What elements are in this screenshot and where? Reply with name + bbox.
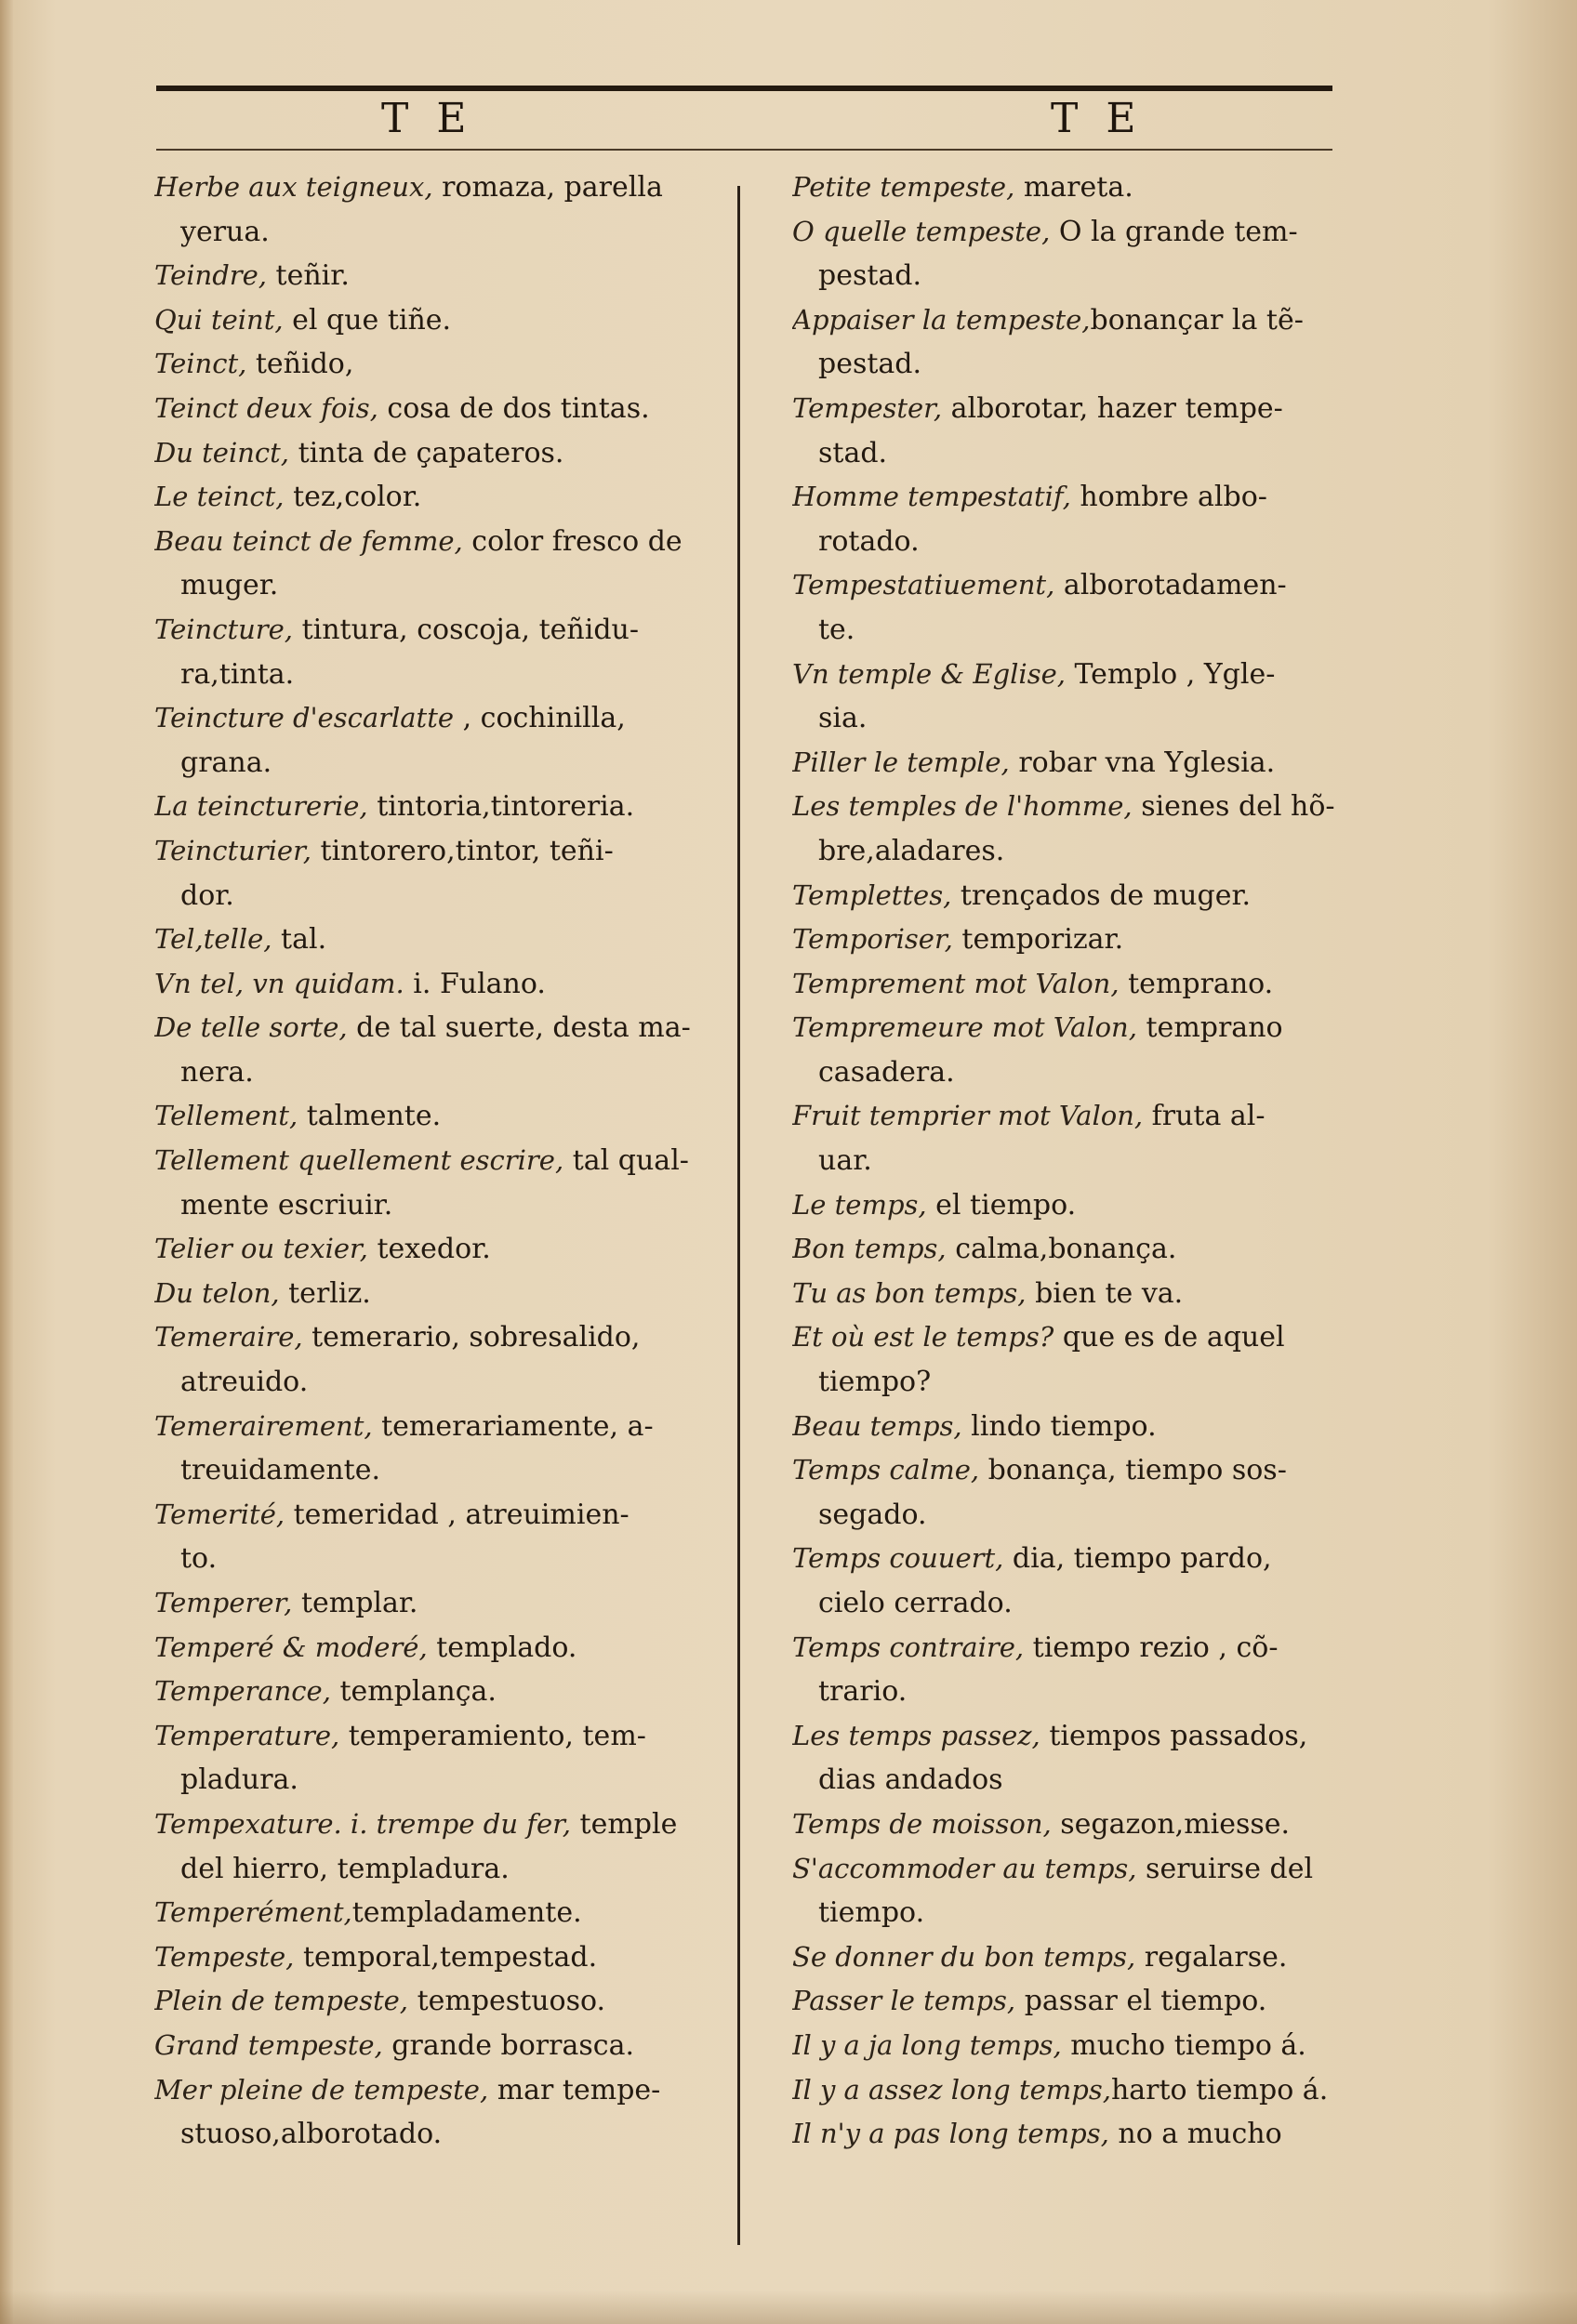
entry-translation: casadera.: [818, 1055, 955, 1089]
entry-translation: uar.: [818, 1144, 872, 1178]
entry-translation: romaza, parella: [432, 171, 663, 204]
entry-translation: mareta.: [1014, 171, 1133, 204]
entry-headword: Tempester,: [792, 391, 943, 424]
dictionary-entry: [154, 1006, 723, 1050]
entry-translation: to.: [180, 1542, 218, 1576]
entry-headword: Tempestatiuement,: [792, 569, 1055, 601]
entry-continuation: [792, 1493, 1378, 1538]
entry-translation: templado.: [427, 1631, 577, 1664]
entry-translation: atreuido.: [180, 1366, 309, 1399]
entry-headword: Temperé & moderé,: [154, 1631, 428, 1663]
entry-continuation: [792, 342, 1378, 387]
entry-headword: Les temples de l'homme,: [792, 790, 1133, 823]
entry-headword: Tempeste,: [154, 1940, 295, 1973]
entry-translation: dias andados: [818, 1763, 1003, 1797]
entry-headword: Temperature,: [154, 1719, 340, 1751]
dictionary-entry: [792, 2068, 1378, 2113]
entry-headword: La teincturerie,: [154, 790, 368, 823]
entry-translation: templadamente.: [351, 1896, 582, 1930]
entry-headword: Petite tempeste,: [792, 171, 1015, 203]
entry-headword: Telier ou texier,: [154, 1233, 368, 1265]
dictionary-entry: [792, 918, 1378, 962]
entry-translation: temprano.: [1119, 967, 1274, 1000]
entry-headword: Appaiser la tempeste,: [792, 303, 1091, 336]
entry-continuation: [154, 563, 723, 608]
dictionary-entry: [154, 1891, 723, 1935]
entry-headword: Temperance,: [154, 1675, 331, 1708]
entry-translation: temeridad , atreuimien-: [285, 1498, 629, 1531]
entry-continuation: [154, 1537, 723, 1581]
entry-continuation: [792, 1360, 1378, 1405]
dictionary-entry: [792, 1935, 1378, 1980]
dictionary-entry: [792, 1802, 1378, 1847]
entry-translation: templança.: [330, 1675, 497, 1709]
dictionary-entry: [154, 1139, 723, 1183]
dictionary-entry: [154, 2068, 723, 2113]
column-divider: [737, 186, 740, 2245]
entry-translation: calma,bonança.: [946, 1233, 1177, 1266]
entry-headword: Fruit temprier mot Valon,: [792, 1100, 1144, 1132]
entry-translation: lindo tiempo.: [961, 1409, 1157, 1443]
entry-continuation: [792, 1670, 1378, 1714]
entry-continuation: [792, 696, 1378, 741]
entry-continuation: [154, 1050, 723, 1095]
dictionary-entry: [154, 608, 723, 653]
entry-translation: robar vna Yglesia.: [1009, 746, 1276, 779]
dictionary-entry: [154, 1714, 723, 1759]
entry-headword: Bon temps,: [792, 1233, 947, 1265]
entry-headword: Teindre,: [154, 259, 268, 292]
dictionary-entry: [792, 1626, 1378, 1670]
entry-headword: Homme tempestatif,: [792, 481, 1071, 513]
entry-headword: Tellement,: [154, 1100, 298, 1132]
entry-continuation: [154, 741, 723, 786]
entry-translation: templar.: [292, 1587, 418, 1619]
entry-headword: Tel,telle,: [154, 923, 272, 956]
entry-continuation: [154, 1448, 723, 1493]
entry-translation: tintoria,tintoreria.: [367, 790, 635, 824]
entry-continuation: [792, 431, 1378, 476]
dictionary-entry: [792, 2024, 1378, 2068]
dictionary-entry: [792, 165, 1378, 210]
entry-headword: Qui teint,: [154, 303, 284, 336]
dictionary-entry: [154, 298, 723, 343]
entry-translation: el tiempo.: [926, 1188, 1077, 1221]
entry-headword: Temps de moisson,: [792, 1807, 1052, 1840]
entry-headword: Piller le temple,: [792, 746, 1010, 778]
entry-translation: harto tiempo á.: [1110, 2073, 1329, 2106]
entry-headword: De telle sorte,: [154, 1011, 348, 1044]
entry-translation: nera.: [180, 1055, 254, 1089]
entry-continuation: [154, 210, 723, 255]
dictionary-entry: [792, 1272, 1378, 1316]
entry-translation: el que tiñe.: [283, 303, 452, 337]
entry-translation: bonançar la tẽ-: [1090, 303, 1304, 337]
entry-translation: te.: [818, 613, 855, 646]
entry-headword: Le temps,: [792, 1188, 927, 1221]
entry-translation: talmente.: [298, 1100, 442, 1133]
dictionary-entry: [154, 1581, 723, 1626]
entry-translation: tintorero,tintor, teñi-: [311, 834, 614, 867]
header-underline: [156, 149, 1332, 151]
entry-continuation: [792, 254, 1378, 298]
entry-headword: Les temps passez,: [792, 1719, 1040, 1751]
dictionary-entry: [792, 298, 1378, 343]
entry-translation: grana.: [180, 746, 272, 779]
entry-headword: Tellement quellement escrire,: [154, 1144, 564, 1177]
entry-continuation: [154, 1847, 723, 1892]
entry-headword: Beau temps,: [792, 1409, 962, 1442]
entry-headword: Temeraire,: [154, 1321, 303, 1353]
dictionary-entry: [154, 918, 723, 962]
entry-headword: Temperer,: [154, 1587, 293, 1618]
entry-translation: dor.: [180, 878, 234, 912]
entry-translation: tal.: [272, 923, 327, 957]
running-head-right: T E: [1051, 95, 1144, 142]
entry-headword: Teincture,: [154, 613, 294, 645]
entry-headword: Templettes,: [792, 878, 952, 911]
dictionary-entry: [792, 741, 1378, 786]
right-column: [792, 165, 1378, 2157]
entry-translation: que es de aquel: [1054, 1321, 1285, 1354]
entry-translation: sienes del hõ-: [1132, 790, 1335, 824]
dictionary-entry: [154, 520, 723, 564]
entry-headword: Tu as bon temps,: [792, 1276, 1027, 1309]
entry-continuation: [792, 1581, 1378, 1626]
dictionary-entry: [154, 1802, 723, 1847]
entry-translation: treuidamente.: [180, 1454, 381, 1487]
entry-continuation: [792, 1139, 1378, 1183]
entry-continuation: [154, 1360, 723, 1405]
entry-translation: bonança, tiempo sos-: [979, 1454, 1287, 1487]
dictionary-entry: [792, 2112, 1378, 2157]
entry-headword: Tempexature. i. trempe du fer,: [154, 1807, 571, 1840]
entry-continuation: [792, 1758, 1378, 1802]
dictionary-entry: [792, 1006, 1378, 1050]
entry-headword: S'accommoder au temps,: [792, 1852, 1137, 1884]
dictionary-entry: [154, 2024, 723, 2068]
dictionary-entry: [792, 1979, 1378, 2024]
entry-translation: rotado.: [818, 524, 920, 558]
entry-headword: Se donner du bon temps,: [792, 1940, 1136, 1973]
entry-translation: alborotar, hazer tempe-: [942, 391, 1283, 425]
entry-headword: Vn tel, vn quidam.: [154, 967, 404, 999]
entry-translation: mucho tiempo á.: [1061, 2028, 1306, 2062]
entry-translation: segado.: [818, 1498, 927, 1531]
entry-translation: temerario, sobresalido,: [302, 1321, 641, 1354]
entry-translation: O la grande tem-: [1050, 215, 1298, 248]
running-head-left: T E: [381, 95, 474, 142]
entry-translation: pestad.: [818, 259, 922, 293]
entry-translation: teñido,: [246, 348, 354, 381]
dictionary-entry: [792, 785, 1378, 829]
entry-translation: cosa de dos tintas.: [378, 391, 650, 425]
entry-translation: tintura, coscoja, teñidu-: [293, 613, 639, 646]
entry-translation: segazon,miesse.: [1051, 1807, 1291, 1841]
entry-headword: Temps couuert,: [792, 1542, 1004, 1575]
entry-translation: no a mucho: [1108, 2118, 1282, 2151]
dictionary-entry: [792, 210, 1378, 255]
entry-translation: muger.: [180, 569, 279, 602]
entry-headword: Le teinct,: [154, 481, 285, 513]
entry-headword: Temps calme,: [792, 1454, 980, 1486]
entry-headword: Vn temple & Eglise,: [792, 657, 1066, 690]
dictionary-entry: [154, 1979, 723, 2024]
entry-translation: sia.: [818, 702, 868, 735]
entry-translation: temporal,tempestad.: [294, 1940, 598, 1974]
dictionary-entry: [154, 1272, 723, 1316]
dictionary-entry: [154, 785, 723, 829]
entry-translation: bien te va.: [1026, 1276, 1184, 1310]
entry-translation: seruirse del: [1136, 1852, 1314, 1885]
dictionary-entry: [154, 342, 723, 387]
entry-translation: grande borrasca.: [382, 2028, 634, 2062]
entry-headword: Temporiser,: [792, 923, 953, 956]
dictionary-entry: [792, 1847, 1378, 1892]
entry-headword: Il n'y a pas long temps,: [792, 2118, 1109, 2150]
entry-continuation: [792, 520, 1378, 564]
entry-translation: teñir.: [267, 259, 350, 293]
entry-translation: fruta al-: [1143, 1100, 1266, 1133]
dictionary-entry: [792, 653, 1378, 697]
entry-translation: temporizar.: [952, 923, 1124, 957]
entry-translation: bre,aladares.: [818, 834, 1005, 867]
dictionary-entry: [154, 1935, 723, 1980]
dictionary-entry: [792, 1094, 1378, 1139]
entry-translation: regalarse.: [1135, 1940, 1288, 1974]
entry-translation: trario.: [818, 1675, 908, 1709]
page-bottom-shadow: [0, 2291, 1577, 2324]
entry-headword: Temprement mot Valon,: [792, 967, 1120, 999]
entry-continuation: [154, 2112, 723, 2157]
dictionary-entry: [792, 1448, 1378, 1493]
dictionary-entry: [792, 874, 1378, 918]
entry-translation: cielo cerrado.: [818, 1587, 1013, 1619]
entry-translation: tiempo.: [818, 1896, 925, 1930]
entry-headword: Temperément,: [154, 1896, 352, 1929]
entry-translation: terliz.: [279, 1276, 371, 1310]
entry-translation: trençados de muger.: [951, 878, 1252, 912]
dictionary-entry: [154, 1405, 723, 1449]
entry-headword: O quelle tempeste,: [792, 215, 1051, 247]
entry-headword: Il y a assez long temps,: [792, 2073, 1111, 2106]
dictionary-entry: [154, 1670, 723, 1714]
entry-translation: temprano: [1136, 1011, 1283, 1045]
entry-translation: tal qual-: [563, 1144, 689, 1178]
entry-headword: Grand tempeste,: [154, 2028, 383, 2061]
entry-headword: Temerairement,: [154, 1409, 373, 1442]
entry-translation: tiempo rezio , cõ-: [1024, 1631, 1279, 1664]
dictionary-entry: [792, 387, 1378, 431]
entry-headword: Teincturier,: [154, 834, 311, 866]
entry-translation: pestad.: [818, 348, 922, 381]
entry-headword: Teinct deux fois,: [154, 391, 378, 424]
entry-translation: temperamiento, tem-: [339, 1719, 646, 1752]
dictionary-entry: [154, 696, 723, 741]
entry-continuation: [154, 1758, 723, 1802]
entry-headword: Passer le temps,: [792, 1985, 1016, 2017]
dictionary-entry: [154, 829, 723, 874]
entry-translation: ra,tinta.: [180, 657, 295, 691]
entry-translation: yerua.: [180, 215, 270, 248]
entry-translation: tez,color.: [284, 481, 422, 514]
entry-translation: hombre albo-: [1070, 481, 1267, 514]
entry-translation: del hierro, templadura.: [180, 1852, 510, 1885]
entry-continuation: [792, 608, 1378, 653]
dictionary-entry: [792, 563, 1378, 608]
dictionary-entry: [154, 1094, 723, 1139]
header-rule: [156, 86, 1332, 91]
entry-headword: Mer pleine de tempeste,: [154, 2073, 489, 2106]
dictionary-entry: [154, 1315, 723, 1360]
entry-headword: Beau teinct de femme,: [154, 524, 463, 557]
page-left-edge: [0, 0, 13, 2324]
dictionary-entry: [792, 962, 1378, 1007]
entry-headword: Tempremeure mot Valon,: [792, 1011, 1137, 1044]
entry-headword: Teinct,: [154, 348, 247, 380]
entry-headword: Teincture d'escarlatte: [154, 702, 455, 734]
entry-headword: Du telon,: [154, 1276, 280, 1309]
entry-translation: i. Fulano.: [404, 967, 546, 1000]
dictionary-entry: [792, 1537, 1378, 1581]
entry-translation: passar el tiempo.: [1015, 1985, 1267, 2018]
dictionary-entry: [154, 431, 723, 476]
entry-translation: tiempo?: [818, 1366, 932, 1399]
entry-translation: texedor.: [367, 1233, 491, 1266]
entry-translation: pladura.: [180, 1763, 298, 1797]
entry-translation: dia, tiempo pardo,: [1003, 1542, 1272, 1576]
dictionary-entry: [154, 475, 723, 520]
dictionary-entry: [154, 1227, 723, 1272]
entry-headword: Herbe aux teigneux,: [154, 171, 433, 203]
entry-translation: alborotadamen-: [1054, 569, 1287, 602]
entry-translation: mente escriuir.: [180, 1188, 393, 1221]
entry-translation: mar tempe-: [488, 2073, 661, 2106]
entry-translation: color fresco de: [462, 524, 682, 558]
entry-translation: tempestuoso.: [408, 1985, 606, 2018]
entry-continuation: [154, 874, 723, 918]
dictionary-entry: [792, 1315, 1378, 1360]
dictionary-entry: [792, 1183, 1378, 1228]
entry-continuation: [792, 829, 1378, 874]
dictionary-entry: [154, 1493, 723, 1538]
entry-headword: Temps contraire,: [792, 1631, 1025, 1663]
entry-continuation: [154, 1183, 723, 1228]
entry-translation: tiempos passados,: [1040, 1719, 1308, 1752]
entry-headword: Du teinct,: [154, 436, 290, 469]
entry-headword: Il y a ja long temps,: [792, 2028, 1062, 2061]
entry-translation: temple: [571, 1807, 678, 1841]
dictionary-entry: [792, 475, 1378, 520]
entry-translation: temerariamente, a-: [372, 1409, 654, 1443]
entry-translation: Templo , Ygle-: [1065, 657, 1276, 691]
entry-headword: Temerité,: [154, 1498, 285, 1530]
entry-continuation: [154, 653, 723, 697]
dictionary-entry: [154, 254, 723, 298]
entry-headword: Plein de tempeste,: [154, 1985, 409, 2017]
entry-translation: stuoso,alborotado.: [180, 2118, 443, 2151]
left-column: [154, 165, 723, 2157]
dictionary-entry: [154, 165, 723, 210]
dictionary-entry: [792, 1714, 1378, 1759]
entry-translation: , cochinilla,: [454, 702, 626, 735]
entry-continuation: [792, 1050, 1378, 1095]
entry-translation: tinta de çapateros.: [289, 436, 564, 469]
dictionary-entry: [792, 1405, 1378, 1449]
dictionary-entry: [792, 1227, 1378, 1272]
entry-continuation: [792, 1891, 1378, 1935]
dictionary-entry: [154, 1626, 723, 1670]
entry-headword: Et où est le temps?: [792, 1321, 1054, 1353]
dictionary-entry: [154, 962, 723, 1007]
dictionary-entry: [154, 387, 723, 431]
entry-translation: de tal suerte, desta ma-: [347, 1011, 691, 1045]
entry-translation: stad.: [818, 436, 888, 469]
